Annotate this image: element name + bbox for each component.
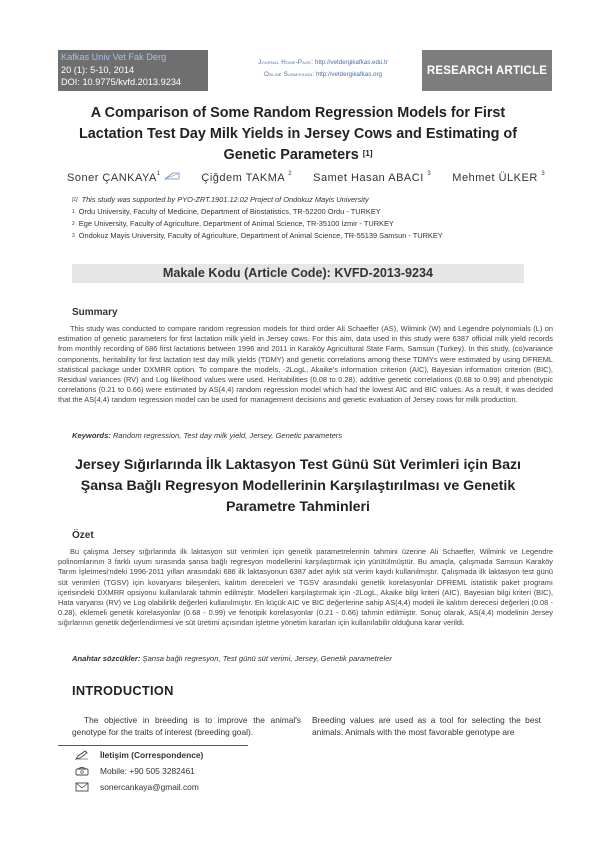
keywords-line — [72, 431, 342, 440]
homepage-link[interactable]: http://vetdergikafkas.edu.tr — [314, 59, 388, 66]
introduction-heading: INTRODUCTION — [72, 683, 174, 698]
funding-note: This study was supported by PYO-ZRT.1901.12.02 Project of Ondokuz Mayis University — [81, 195, 369, 204]
anahtar-text: Şansa bağlı regresyon, Test günü süt verimi, Jersey, Genetik parametreler — [142, 654, 392, 663]
title-line-3: Genetic Parameters — [223, 147, 359, 163]
note-mark: [1] — [72, 197, 78, 203]
research-article-badge: RESEARCH ARTICLE — [422, 50, 552, 91]
article-code-bar: Makale Kodu (Article Code): KVFD-2013-9234 — [72, 264, 524, 283]
correspondence-block — [72, 748, 372, 796]
correspondence-label: İletişim (Correspondence) — [100, 750, 204, 760]
email-address[interactable]: sonercankaya@gmail.com — [100, 782, 199, 792]
author-affil-mark: 2 — [288, 171, 293, 177]
affiliation-item: Ordu University, Faculty of Medicine, Department of Biostatistics, TR-52200 Ordu - TURKEY — [78, 207, 381, 216]
anahtar-line — [72, 654, 392, 663]
homepage-label: Journal Home-Page: — [258, 59, 314, 66]
intro-left-column: The objective in breeding is to improve the animal's genotype for the traits of interest (breeding goal). — [72, 715, 301, 737]
turkish-title — [60, 455, 536, 518]
author-list — [67, 172, 547, 184]
affil-mark: 3 — [72, 233, 75, 239]
journal-doi: DOI: 10.9775/kvfd.2013.9234 — [61, 77, 182, 87]
tr-title-line-2: Şansa Bağlı Regresyon Modellerinin Karşılaştırılması ve Genetik — [80, 478, 516, 494]
intro-right-column: Breeding values are used as a tool for selecting the best animals. Animals with the most favorable genotype are — [312, 715, 541, 737]
journal-info-box — [58, 50, 208, 91]
affil-mark: 1 — [72, 209, 75, 215]
author-name: Mehmet ÜLKER — [452, 172, 538, 184]
pen-icon — [72, 750, 92, 760]
journal-name: Kafkas Univ Vet Fak Derg — [61, 52, 167, 62]
title-footnote-mark[interactable]: [1] — [362, 149, 373, 158]
summary-heading: Summary — [72, 307, 118, 318]
keywords-text: Random regression, Test day milk yield, Jersey, Genetic parameters — [112, 431, 343, 440]
affil-mark: 2 — [72, 221, 75, 227]
footnote-divider — [58, 745, 248, 746]
journal-volume: 20 (1): 5-10, 2014 — [61, 64, 135, 75]
tr-title-line-3: Parametre Tahminleri — [225, 499, 371, 515]
ozet-text: Bu çalışma Jersey sığırlarında ilk laktasyon süt verimleri için genetik parametrelerinin tahmini üzerine Ali Schaeffer, Wilmink ve Legendre polinomlarının 3 farklı uyum sırasında şansa bağlı regresyon modellerini karşılaştırmak için yürütülmüştür. Bu amaçla, çalışmada Samsun Karaköy Tarım İşletmesi'ndeki 1996-2011 yılları arasındaki 686 ilk laktasyonun 6387 adet aylık süt verim kaydı kullanılmıştır. Çalışmada ilk laktasyon test günü süt verimleri (TGSV) için kovaryans bileşenleri, kalıtım dereceleri ve TGSV arasındaki genetik korelasyonlar DFREML istatistik paket programı içerisindeki DXMRR opsiyonu kullanılarak tahmin edilmiştir. Modelleri karşılaştırmak için -2LogL, Akaike bilgi kriteri (AIC), Bayesian bilgi kriteri (BIC), Hata varyansı (RV) ve Log olabilirlik değerleri kullanılmıştır. En küçük AIC ve BIC değerlerine sahip AS(4,4) modeli ile kalıtım derecesi değerleri (0.08 - 0.28), eklemeli genetik korelasyonlar (0.68 - 0.99) ve fenotipik korelasyonlar (0.21 - 0.66) tahmin edilmiştir. Sonuç olarak, AS(4,4) modelinin Jersey sığırlarının genetik değerlendirmesi ve süt üretimi açısından işletme yönetim kararları için kullanılabilir olduğuna karar verildi. — [58, 547, 553, 628]
tr-title-line-1: Jersey Sığırlarında İlk Laktasyon Test Günü Süt Verimleri için Bazı — [74, 457, 521, 473]
email-icon — [72, 782, 92, 792]
title-line-1: A Comparison of Some Random Regression Models for First — [90, 105, 506, 121]
summary-text: This study was conducted to compare random regression models for third order Ali Schaeffer (AS), Wilmink (W) and Legendre polynomials (L) on estimation of genetic parameters for first lactation milk yield in Jersey cows. For this aim, data used in this study were 6387 official milk yield records from monthly recording of 686 first lactations between 1996 and 2011 in Karaköy Agricultural State Farm, Samsun (Turkey). In this study, (co)variance components, heritability for first lactation test day milk yields (TDMY) and genetic correlations among these TDMYs were estimated by using DFREML statistical package under DXMRR option. To compare the models, -2LogL, Akaike's information criterion (AIC), Bayesian information criterion (BIC), Residual variances (RV) and Log likelihood values were used. Heritabilities (0.08 to 0.28), additive genetic correlations (0.68 to 0.99) and phenotypic correlations (0.21 to 0.66) were estimated by AS(4,4) random regression model which had the lowest AIC and BIC values. As a result, it was decided that the AS(4,4) random regression model can be used for management decisions and genetic evaluation of Jersey cows for milk production. — [58, 324, 553, 405]
author-name: Çiğdem TAKMA — [201, 172, 285, 184]
submission-label: Online Submission: — [264, 71, 315, 78]
affiliation-item: Ege University, Faculty of Agriculture, Department of Animal Science, TR-35100 İzmir - TURKEY — [78, 219, 394, 228]
affiliations — [72, 194, 542, 242]
title-line-2: Lactation Test Day Milk Yields in Jersey Cows and Estimating of — [79, 126, 517, 142]
keywords-label: Keywords: — [72, 431, 111, 440]
correspondence-envelope-icon[interactable] — [164, 172, 180, 180]
article-title — [60, 103, 536, 166]
author-affil-mark: 1 — [156, 171, 161, 177]
phone-number: Mobile: +90 505 3282461 — [100, 766, 195, 776]
affiliation-item: Ondokuz Mayis University, Faculty of Agriculture, Department of Animal Science, TR-55139 Samsun - TURKEY — [78, 231, 443, 240]
phone-icon — [72, 766, 92, 776]
author-affil-mark: 3 — [541, 171, 546, 177]
author-affil-mark: 3 — [427, 171, 432, 177]
submission-link[interactable]: http://vetdergikafkas.org — [315, 71, 382, 78]
author-name: Soner ÇANKAYA — [67, 172, 157, 184]
author-name: Samet Hasan ABACI — [313, 172, 424, 184]
ozet-heading: Özet — [72, 530, 94, 541]
journal-web-links — [233, 57, 413, 81]
anahtar-label: Anahtar sözcükler: — [72, 654, 141, 663]
